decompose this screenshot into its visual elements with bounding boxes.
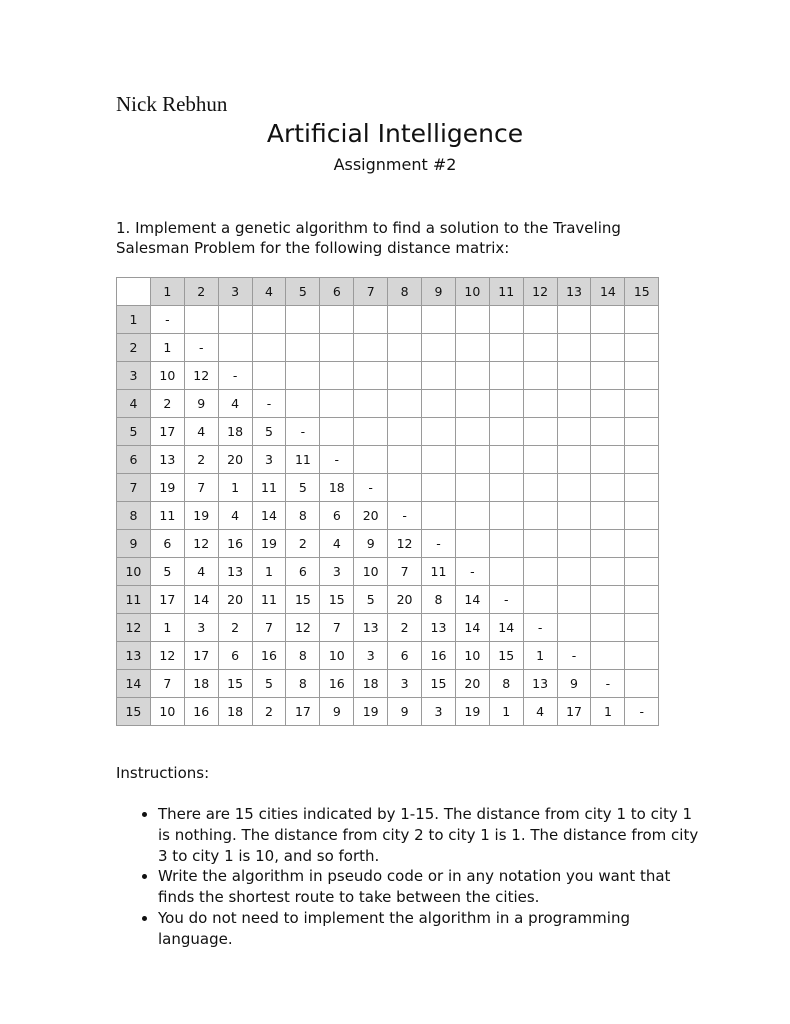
matrix-cell: 15: [489, 642, 523, 670]
matrix-cell: [625, 558, 659, 586]
matrix-cell: [557, 390, 591, 418]
matrix-cell: [489, 334, 523, 362]
row-header: 11: [117, 586, 151, 614]
matrix-cell: 15: [422, 670, 456, 698]
matrix-cell: [286, 362, 320, 390]
matrix-cell: -: [523, 614, 557, 642]
matrix-row: [117, 698, 659, 726]
matrix-cell: [523, 530, 557, 558]
column-header: 9: [422, 278, 456, 306]
matrix-cell: [422, 334, 456, 362]
matrix-cell: [523, 474, 557, 502]
matrix-cell: 14: [455, 586, 489, 614]
matrix-cell: 11: [286, 446, 320, 474]
matrix-cell: 12: [184, 362, 218, 390]
matrix-cell: 6: [150, 530, 184, 558]
matrix-cell: 20: [455, 670, 489, 698]
matrix-cell: [523, 446, 557, 474]
matrix-cell: 1: [489, 698, 523, 726]
matrix-cell: 16: [252, 642, 286, 670]
instruction-item: • Write the algorithm in pseudo code or in any notation you want that finds the shortest route to take between the cities.: [158, 866, 703, 908]
matrix-cell: 19: [252, 530, 286, 558]
matrix-cell: 16: [184, 698, 218, 726]
matrix-cell: [523, 390, 557, 418]
matrix-cell: [354, 418, 388, 446]
row-header: 8: [117, 502, 151, 530]
matrix-cell: [591, 306, 625, 334]
matrix-cell: [625, 642, 659, 670]
matrix-cell: 4: [218, 502, 252, 530]
matrix-cell: [489, 446, 523, 474]
matrix-cell: 16: [218, 530, 252, 558]
matrix-cell: 4: [320, 530, 354, 558]
matrix-cell: 2: [252, 698, 286, 726]
matrix-cell: 5: [286, 474, 320, 502]
matrix-cell: -: [591, 670, 625, 698]
matrix-cell: 2: [286, 530, 320, 558]
matrix-cell: -: [489, 586, 523, 614]
matrix-cell: [523, 418, 557, 446]
matrix-header-row: [117, 278, 659, 306]
matrix-cell: 3: [252, 446, 286, 474]
matrix-cell: 10: [354, 558, 388, 586]
matrix-cell: [455, 446, 489, 474]
matrix-cell: 9: [354, 530, 388, 558]
matrix-cell: [523, 334, 557, 362]
column-header: 12: [523, 278, 557, 306]
matrix-cell: 14: [489, 614, 523, 642]
column-header: 6: [320, 278, 354, 306]
matrix-cell: [422, 362, 456, 390]
matrix-cell: 15: [320, 586, 354, 614]
matrix-cell: [455, 390, 489, 418]
author-name: Nick Rebhun: [116, 92, 228, 116]
matrix-cell: 9: [320, 698, 354, 726]
matrix-cell: [320, 362, 354, 390]
matrix-cell: [523, 502, 557, 530]
matrix-cell: 7: [388, 558, 422, 586]
matrix-cell: [557, 586, 591, 614]
matrix-cell: 14: [184, 586, 218, 614]
matrix-cell: 20: [218, 586, 252, 614]
matrix-cell: -: [286, 418, 320, 446]
distance-matrix: [116, 277, 659, 726]
matrix-cell: [388, 474, 422, 502]
matrix-cell: 16: [422, 642, 456, 670]
row-header: 7: [117, 474, 151, 502]
matrix-cell: [320, 334, 354, 362]
matrix-cell: [591, 530, 625, 558]
matrix-cell: 17: [184, 642, 218, 670]
matrix-row: [117, 586, 659, 614]
matrix-cell: [591, 390, 625, 418]
matrix-cell: [455, 418, 489, 446]
row-header: 12: [117, 614, 151, 642]
matrix-cell: 5: [252, 670, 286, 698]
matrix-cell: [286, 390, 320, 418]
matrix-cell: [489, 362, 523, 390]
document-subtitle: Assignment #2: [333, 155, 457, 174]
matrix-cell: [557, 558, 591, 586]
matrix-cell: [489, 530, 523, 558]
matrix-cell: [625, 502, 659, 530]
matrix-row: [117, 418, 659, 446]
matrix-cell: [489, 502, 523, 530]
matrix-cell: [320, 306, 354, 334]
matrix-cell: [218, 306, 252, 334]
matrix-cell: 11: [150, 502, 184, 530]
matrix-cell: [422, 474, 456, 502]
matrix-cell: [455, 306, 489, 334]
matrix-cell: [625, 530, 659, 558]
matrix-cell: [625, 474, 659, 502]
matrix-cell: 13: [150, 446, 184, 474]
matrix-cell: 1: [252, 558, 286, 586]
matrix-cell: [218, 334, 252, 362]
matrix-cell: 2: [150, 390, 184, 418]
matrix-cell: 12: [150, 642, 184, 670]
matrix-cell: 17: [150, 586, 184, 614]
matrix-row: [117, 446, 659, 474]
matrix-cell: 18: [320, 474, 354, 502]
matrix-cell: [489, 306, 523, 334]
matrix-row: [117, 474, 659, 502]
matrix-cell: [625, 670, 659, 698]
matrix-cell: [422, 390, 456, 418]
matrix-cell: [591, 418, 625, 446]
matrix-cell: 8: [286, 670, 320, 698]
column-header: 3: [218, 278, 252, 306]
matrix-cell: 10: [455, 642, 489, 670]
matrix-cell: [252, 306, 286, 334]
matrix-cell: [523, 558, 557, 586]
matrix-cell: 1: [150, 334, 184, 362]
matrix-cell: 20: [388, 586, 422, 614]
row-header: 3: [117, 362, 151, 390]
matrix-row: [117, 334, 659, 362]
matrix-cell: [625, 306, 659, 334]
matrix-cell: 13: [354, 614, 388, 642]
matrix-cell: [320, 418, 354, 446]
matrix-cell: [591, 446, 625, 474]
matrix-cell: [388, 446, 422, 474]
matrix-cell: 8: [286, 502, 320, 530]
matrix-cell: [523, 362, 557, 390]
matrix-cell: 12: [388, 530, 422, 558]
matrix-cell: -: [218, 362, 252, 390]
matrix-cell: 3: [388, 670, 422, 698]
matrix-cell: -: [320, 446, 354, 474]
matrix-cell: [625, 390, 659, 418]
matrix-cell: -: [422, 530, 456, 558]
matrix-cell: 4: [184, 418, 218, 446]
matrix-cell: [286, 334, 320, 362]
matrix-row: [117, 502, 659, 530]
matrix-cell: 2: [184, 446, 218, 474]
row-header: 5: [117, 418, 151, 446]
matrix-cell: 6: [320, 502, 354, 530]
matrix-cell: 1: [523, 642, 557, 670]
matrix-cell: [625, 614, 659, 642]
column-header: 11: [489, 278, 523, 306]
matrix-cell: 3: [354, 642, 388, 670]
matrix-cell: 17: [286, 698, 320, 726]
matrix-cell: -: [625, 698, 659, 726]
matrix-row: [117, 530, 659, 558]
row-header: 13: [117, 642, 151, 670]
matrix-cell: 11: [422, 558, 456, 586]
matrix-cell: 9: [388, 698, 422, 726]
matrix-cell: [591, 642, 625, 670]
matrix-cell: [286, 306, 320, 334]
matrix-cell: [455, 530, 489, 558]
row-header: 2: [117, 334, 151, 362]
matrix-cell: 15: [218, 670, 252, 698]
matrix-cell: [388, 390, 422, 418]
matrix-cell: [422, 446, 456, 474]
matrix-cell: 11: [252, 474, 286, 502]
row-header: 10: [117, 558, 151, 586]
matrix-cell: 1: [150, 614, 184, 642]
matrix-cell: [557, 446, 591, 474]
matrix-cell: [557, 418, 591, 446]
matrix-corner-cell: [117, 278, 151, 306]
row-header: 15: [117, 698, 151, 726]
matrix-cell: [489, 390, 523, 418]
matrix-cell: [557, 530, 591, 558]
matrix-cell: [354, 334, 388, 362]
matrix-cell: [591, 474, 625, 502]
matrix-cell: [354, 306, 388, 334]
matrix-cell: 13: [218, 558, 252, 586]
column-header: 7: [354, 278, 388, 306]
matrix-cell: 6: [218, 642, 252, 670]
row-header: 14: [117, 670, 151, 698]
matrix-cell: 1: [218, 474, 252, 502]
matrix-cell: 18: [218, 698, 252, 726]
matrix-cell: 12: [286, 614, 320, 642]
matrix-cell: [557, 474, 591, 502]
matrix-cell: 9: [557, 670, 591, 698]
matrix-cell: [422, 418, 456, 446]
document-title: Artificial Intelligence: [266, 119, 524, 148]
column-header: 15: [625, 278, 659, 306]
matrix-cell: -: [388, 502, 422, 530]
matrix-cell: 9: [184, 390, 218, 418]
matrix-cell: 4: [184, 558, 218, 586]
matrix-cell: 18: [354, 670, 388, 698]
matrix-cell: [354, 446, 388, 474]
matrix-cell: [455, 362, 489, 390]
matrix-cell: [591, 362, 625, 390]
matrix-cell: 7: [320, 614, 354, 642]
matrix-cell: [591, 558, 625, 586]
matrix-cell: 20: [218, 446, 252, 474]
matrix-cell: [625, 362, 659, 390]
matrix-cell: 13: [523, 670, 557, 698]
matrix-cell: [625, 586, 659, 614]
matrix-cell: 10: [150, 362, 184, 390]
matrix-cell: 3: [184, 614, 218, 642]
matrix-cell: -: [184, 334, 218, 362]
instructions-label: Instructions:: [116, 764, 210, 782]
matrix-cell: [252, 334, 286, 362]
matrix-cell: -: [150, 306, 184, 334]
matrix-cell: [422, 502, 456, 530]
matrix-cell: [455, 474, 489, 502]
column-header: 13: [557, 278, 591, 306]
matrix-cell: [523, 586, 557, 614]
matrix-cell: [388, 418, 422, 446]
matrix-cell: [591, 502, 625, 530]
matrix-cell: 19: [455, 698, 489, 726]
matrix-cell: 12: [184, 530, 218, 558]
column-header: 2: [184, 278, 218, 306]
matrix-cell: [354, 362, 388, 390]
matrix-cell: 7: [184, 474, 218, 502]
matrix-cell: 8: [286, 642, 320, 670]
matrix-cell: 5: [354, 586, 388, 614]
matrix-cell: -: [354, 474, 388, 502]
row-header: 6: [117, 446, 151, 474]
question-text: 1. Implement a genetic algorithm to find a solution to the Traveling Salesman Problem for the following distance matrix:: [116, 219, 621, 257]
matrix-cell: 20: [354, 502, 388, 530]
matrix-cell: 10: [150, 698, 184, 726]
matrix-row: [117, 306, 659, 334]
matrix-row: [117, 390, 659, 418]
matrix-cell: 5: [252, 418, 286, 446]
column-header: 5: [286, 278, 320, 306]
matrix-cell: 14: [455, 614, 489, 642]
matrix-cell: [388, 306, 422, 334]
matrix-cell: [388, 362, 422, 390]
instruction-item: • You do not need to implement the algorithm in a programming language.: [158, 908, 703, 950]
matrix-row: [117, 670, 659, 698]
matrix-cell: 3: [320, 558, 354, 586]
row-header: 1: [117, 306, 151, 334]
matrix-cell: 7: [150, 670, 184, 698]
matrix-cell: [489, 558, 523, 586]
matrix-row: [117, 362, 659, 390]
matrix-cell: 6: [388, 642, 422, 670]
matrix-cell: [184, 306, 218, 334]
matrix-cell: [625, 334, 659, 362]
matrix-cell: 15: [286, 586, 320, 614]
matrix-cell: 5: [150, 558, 184, 586]
matrix-cell: [557, 306, 591, 334]
matrix-cell: 11: [252, 586, 286, 614]
matrix-cell: 19: [184, 502, 218, 530]
matrix-cell: -: [557, 642, 591, 670]
matrix-cell: [320, 390, 354, 418]
matrix-cell: 16: [320, 670, 354, 698]
matrix-cell: 17: [150, 418, 184, 446]
matrix-row: [117, 642, 659, 670]
matrix-cell: 13: [422, 614, 456, 642]
matrix-cell: [354, 390, 388, 418]
matrix-cell: [557, 334, 591, 362]
matrix-cell: 1: [591, 698, 625, 726]
matrix-cell: 10: [320, 642, 354, 670]
row-header: 9: [117, 530, 151, 558]
matrix-cell: 8: [422, 586, 456, 614]
matrix-cell: 4: [523, 698, 557, 726]
instruction-item: • There are 15 cities indicated by 1-15. The distance from city 1 to city 1 is nothing. The distance from city 2 to city 1 is 1. The distance from city 3 to city 1 is 10, and so forth.: [158, 804, 703, 866]
matrix-cell: [388, 334, 422, 362]
matrix-cell: [557, 614, 591, 642]
matrix-cell: [591, 614, 625, 642]
matrix-cell: [625, 446, 659, 474]
matrix-row: [117, 558, 659, 586]
matrix-cell: -: [455, 558, 489, 586]
column-header: 14: [591, 278, 625, 306]
matrix-row: [117, 614, 659, 642]
matrix-cell: [625, 418, 659, 446]
matrix-cell: [422, 306, 456, 334]
matrix-cell: 8: [489, 670, 523, 698]
matrix-cell: [489, 418, 523, 446]
matrix-cell: [455, 502, 489, 530]
matrix-cell: 7: [252, 614, 286, 642]
matrix-cell: [557, 362, 591, 390]
matrix-cell: 18: [184, 670, 218, 698]
column-header: 1: [150, 278, 184, 306]
matrix-cell: [591, 586, 625, 614]
column-header: 4: [252, 278, 286, 306]
matrix-cell: 19: [354, 698, 388, 726]
matrix-cell: [489, 474, 523, 502]
matrix-cell: -: [252, 390, 286, 418]
instructions-list: [136, 804, 703, 950]
matrix-cell: 17: [557, 698, 591, 726]
matrix-cell: 14: [252, 502, 286, 530]
column-header: 8: [388, 278, 422, 306]
matrix-cell: [557, 502, 591, 530]
matrix-cell: [523, 306, 557, 334]
matrix-cell: 19: [150, 474, 184, 502]
matrix-cell: 4: [218, 390, 252, 418]
matrix-cell: [591, 334, 625, 362]
column-header: 10: [455, 278, 489, 306]
matrix-cell: 3: [422, 698, 456, 726]
matrix-cell: 6: [286, 558, 320, 586]
matrix-cell: [455, 334, 489, 362]
matrix-cell: 2: [218, 614, 252, 642]
matrix-cell: 2: [388, 614, 422, 642]
matrix-cell: 18: [218, 418, 252, 446]
matrix-cell: [252, 362, 286, 390]
row-header: 4: [117, 390, 151, 418]
